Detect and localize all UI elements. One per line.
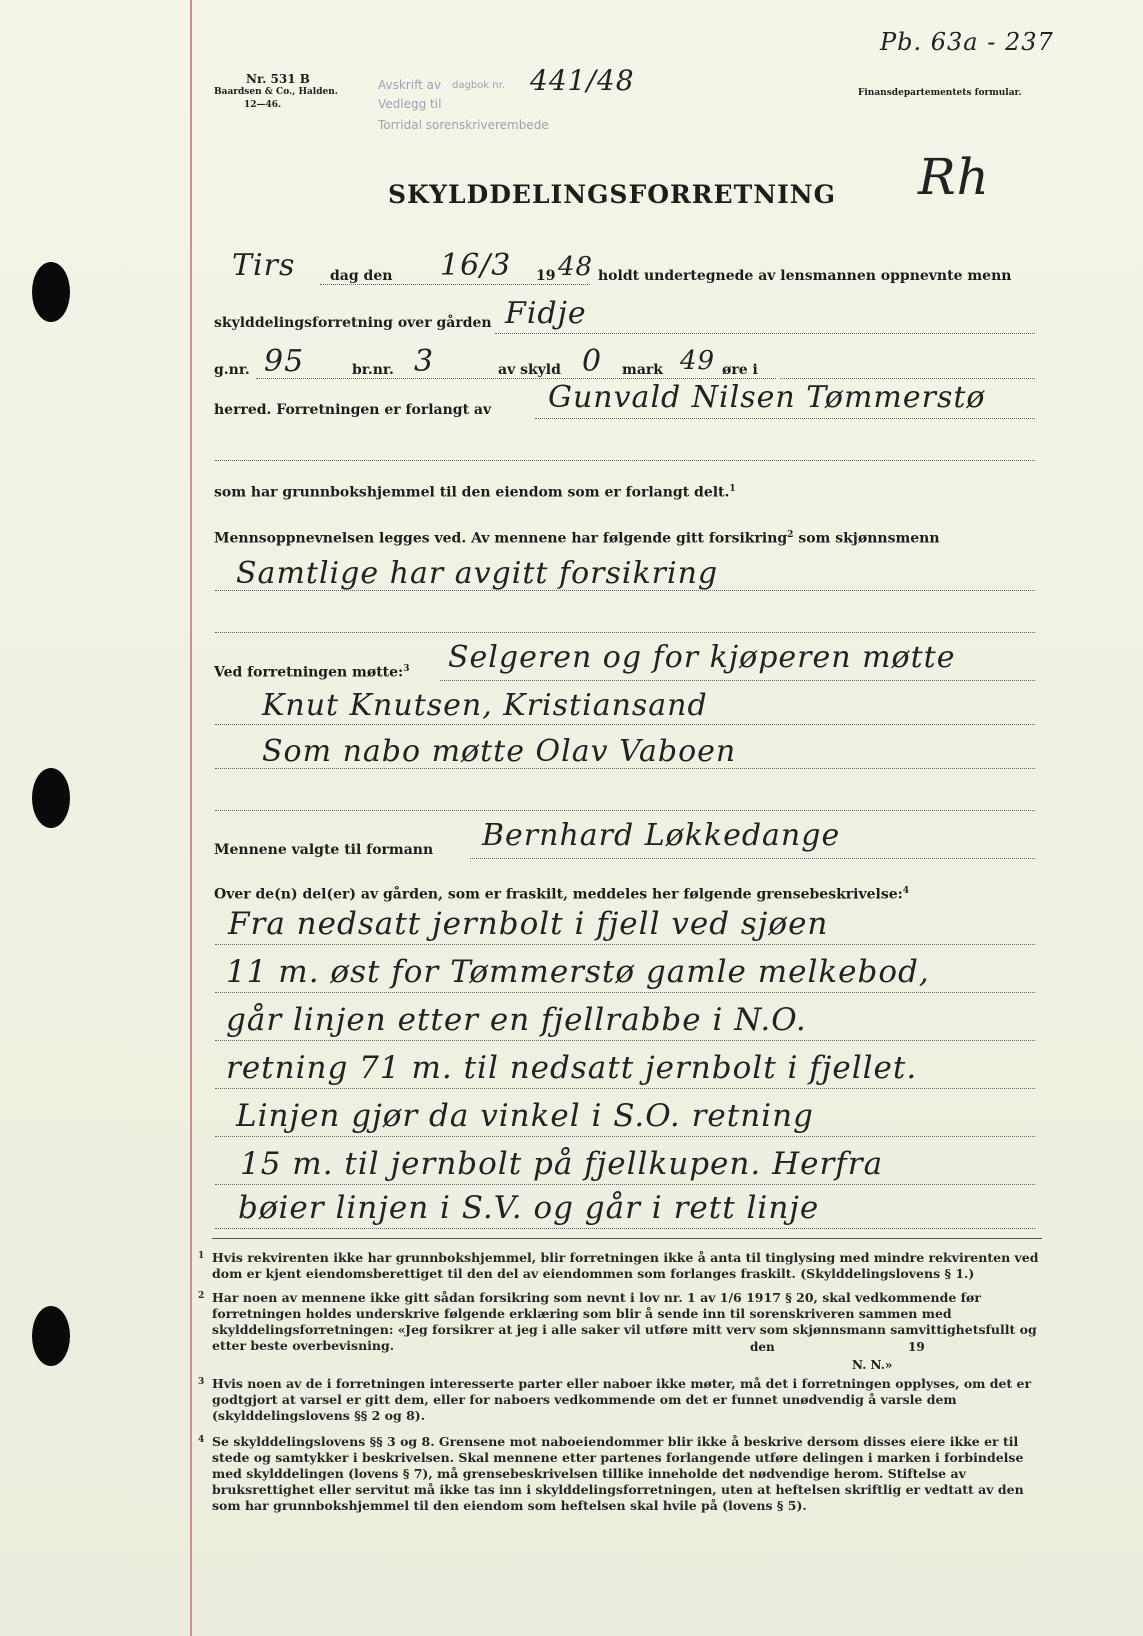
formann-value: Bernhard Løkkedange <box>482 818 841 853</box>
footnote-2-den: den <box>750 1340 775 1354</box>
stamp-embede: Torridal sorenskriverembede <box>378 118 549 132</box>
year-value: 48 <box>558 252 594 282</box>
ministry-form: Finansdepartementets formular. <box>858 88 1022 98</box>
dotted-line <box>215 810 1035 811</box>
holdt-label: holdt undertegnede av lensmannen oppnevnte menn <box>598 268 1012 284</box>
skyld-label: av skyld <box>498 362 561 378</box>
menn-label: Mennsoppnevnelsen legges ved. Av mennene har følgende gitt forsikring$^2$ som skjønnsmenn <box>214 530 940 547</box>
dotted-line <box>215 1228 1035 1229</box>
weekday-value: Tirs <box>232 248 296 283</box>
journal-number: 441/48 <box>530 64 635 97</box>
form-number: Nr. 531 B <box>246 72 310 86</box>
mark-label: mark <box>622 362 663 378</box>
footnote-4: 4 Se skylddelingslovens §§ 3 og 8. Grensene mot naboeiendommer blir ikke å beskrive dersom disses eiere ikke er til stede og samtykker i beskrivelsen. Skal mennene etter partenes forlangende utføre delingen i marken i forbindelse med skylddelingen (lovens § 7), må grensebeskrivelsen tillike inneholde det nødvendige herom. Stiftelse av bruksrettighet eller servitut må ikke tas inn i skylddelingsforretningen, uten at heftelsen skriftlig er vedtatt av den som har grunnbokshjemmel til den eiendom som heftelsen skal hvile på (lovens § 5). <box>198 1434 1024 1513</box>
motte-line-2: Knut Knutsen, Kristiansand <box>262 688 708 723</box>
brnr-value: 3 <box>414 344 435 379</box>
punch-hole-top <box>32 262 70 322</box>
grense-line-7: bøier linjen i S.V. og går i rett linje <box>238 1190 820 1226</box>
grense-line-2: 11 m. øst for Tømmerstø gamle melkebod, <box>226 954 930 990</box>
motte-label: Ved forretningen møtte:$^3$ <box>214 664 410 681</box>
print-date: 12—46. <box>244 100 282 110</box>
dotted-line <box>215 768 1035 769</box>
dotted-line <box>495 333 1035 334</box>
forsikring-value: Samtlige har avgitt forsikring <box>236 556 719 591</box>
footnote-rule <box>212 1238 1042 1239</box>
footnote-2-signature: N. N.» <box>852 1358 893 1372</box>
grense-line-5: Linjen gjør da vinkel i S.O. retning <box>236 1098 814 1134</box>
printer: Baardsen & Co., Halden. <box>214 87 338 97</box>
grense-line-6: 15 m. til jernbolt på fjellkupen. Herfra <box>240 1146 884 1182</box>
year-prefix: 19 <box>536 268 556 284</box>
initials-signature: Rh <box>918 148 990 206</box>
herred-label: herred. Forretningen er forlangt av <box>214 402 492 418</box>
over-garden-label: skylddelingsforretning over gården <box>214 315 492 331</box>
dotted-line <box>215 1040 1035 1041</box>
grense-line-1: Fra nedsatt jernbolt i fjell ved sjøen <box>228 906 829 942</box>
dotted-line <box>215 590 1035 591</box>
requester-value: Gunvald Nilsen Tømmerstø <box>548 380 986 415</box>
document-title: SKYLDDELINGSFORRETNING <box>388 180 836 209</box>
dotted-line <box>215 944 1035 945</box>
dotted-line <box>215 460 1035 461</box>
dotted-line <box>780 378 1035 379</box>
dotted-line <box>215 1088 1035 1089</box>
footnote-3: 3 Hvis noen av de i forretningen interesserte parter eller naboer ikke møter, må det i forretningen opplyses, om det er godtgjort at varsel er gitt dem, eller for naboers vedkommende om det er funnet unødvendig å varsle dem (skylddelingslovens §§ 2 og 8). <box>198 1376 1032 1423</box>
dotted-line <box>215 724 1035 725</box>
farm-value: Fidje <box>505 296 587 331</box>
dotted-line <box>470 858 1035 859</box>
dotted-line <box>320 284 590 285</box>
dotted-line <box>256 378 776 379</box>
brnr-label: br.nr. <box>352 362 394 378</box>
date-value: 16/3 <box>440 248 512 283</box>
reference-number: Pb. 63a - 237 <box>880 28 1054 56</box>
gnr-label: g.nr. <box>214 362 250 378</box>
formann-label: Mennene valgte til formann <box>214 842 434 858</box>
punch-hole-middle <box>32 768 70 828</box>
ore-label: øre i <box>722 362 758 378</box>
gnr-value: 95 <box>264 344 305 379</box>
mark-value: 0 <box>582 344 603 379</box>
punch-hole-bottom <box>32 1306 70 1366</box>
footnote-2-year: 19 <box>908 1340 925 1354</box>
stamp-avskrift: Avskrift av <box>378 78 442 92</box>
motte-line-1: Selgeren og for kjøperen møtte <box>448 640 956 675</box>
grense-line-3: går linjen etter en fjellrabbe i N.O. <box>226 1002 807 1038</box>
dag-den-label: dag den <box>330 268 393 284</box>
stamp-vedlegg: Vedlegg til <box>378 97 442 111</box>
dotted-line <box>440 680 1035 681</box>
grense-label: Over de(n) del(er) av gården, som er fraskilt, meddeles her følgende grensebeskrivelse:$^4$ <box>214 886 910 903</box>
red-margin-line <box>190 0 192 1636</box>
dotted-line <box>215 992 1035 993</box>
grunnbok-label: som har grunnbokshjemmel til den eiendom som er forlangt delt.$^1$ <box>214 484 736 501</box>
dotted-line <box>215 1184 1035 1185</box>
dotted-line <box>215 632 1035 633</box>
grense-line-4: retning 71 m. til nedsatt jernbolt i fjellet. <box>226 1050 918 1086</box>
footnote-1: 1 Hvis rekvirenten ikke har grunnbokshjemmel, blir forretningen ikke å anta til tinglysing med mindre rekvirenten ved dom er kjent eiendomsberettiget til den del av eiendommen som forlanges fraskilt. (Skylddelingslovens § 1.) <box>198 1250 1039 1281</box>
ore-value: 49 <box>680 346 716 376</box>
dotted-line <box>535 418 1035 419</box>
dotted-line <box>215 1136 1035 1137</box>
footnote-2: 2 Har noen av mennene ikke gitt sådan forsikring som nevnt i lov nr. 1 av 1/6 1917 § 20, skal vedkommende før forretningen holdes underskrive følgende erklæring som blir å sende inn til sorenskriveren sammen med skylddelingsforretningen: «Jeg forsikrer at jeg i alle saker vil utføre mitt verv som skjønnsmann samvittighetsfullt og etter beste overbevisning. <box>198 1290 1037 1353</box>
motte-line-3: Som nabo møtte Olav Vaboen <box>262 734 737 769</box>
stamp-dagbok: dagbok nr. <box>452 80 505 91</box>
